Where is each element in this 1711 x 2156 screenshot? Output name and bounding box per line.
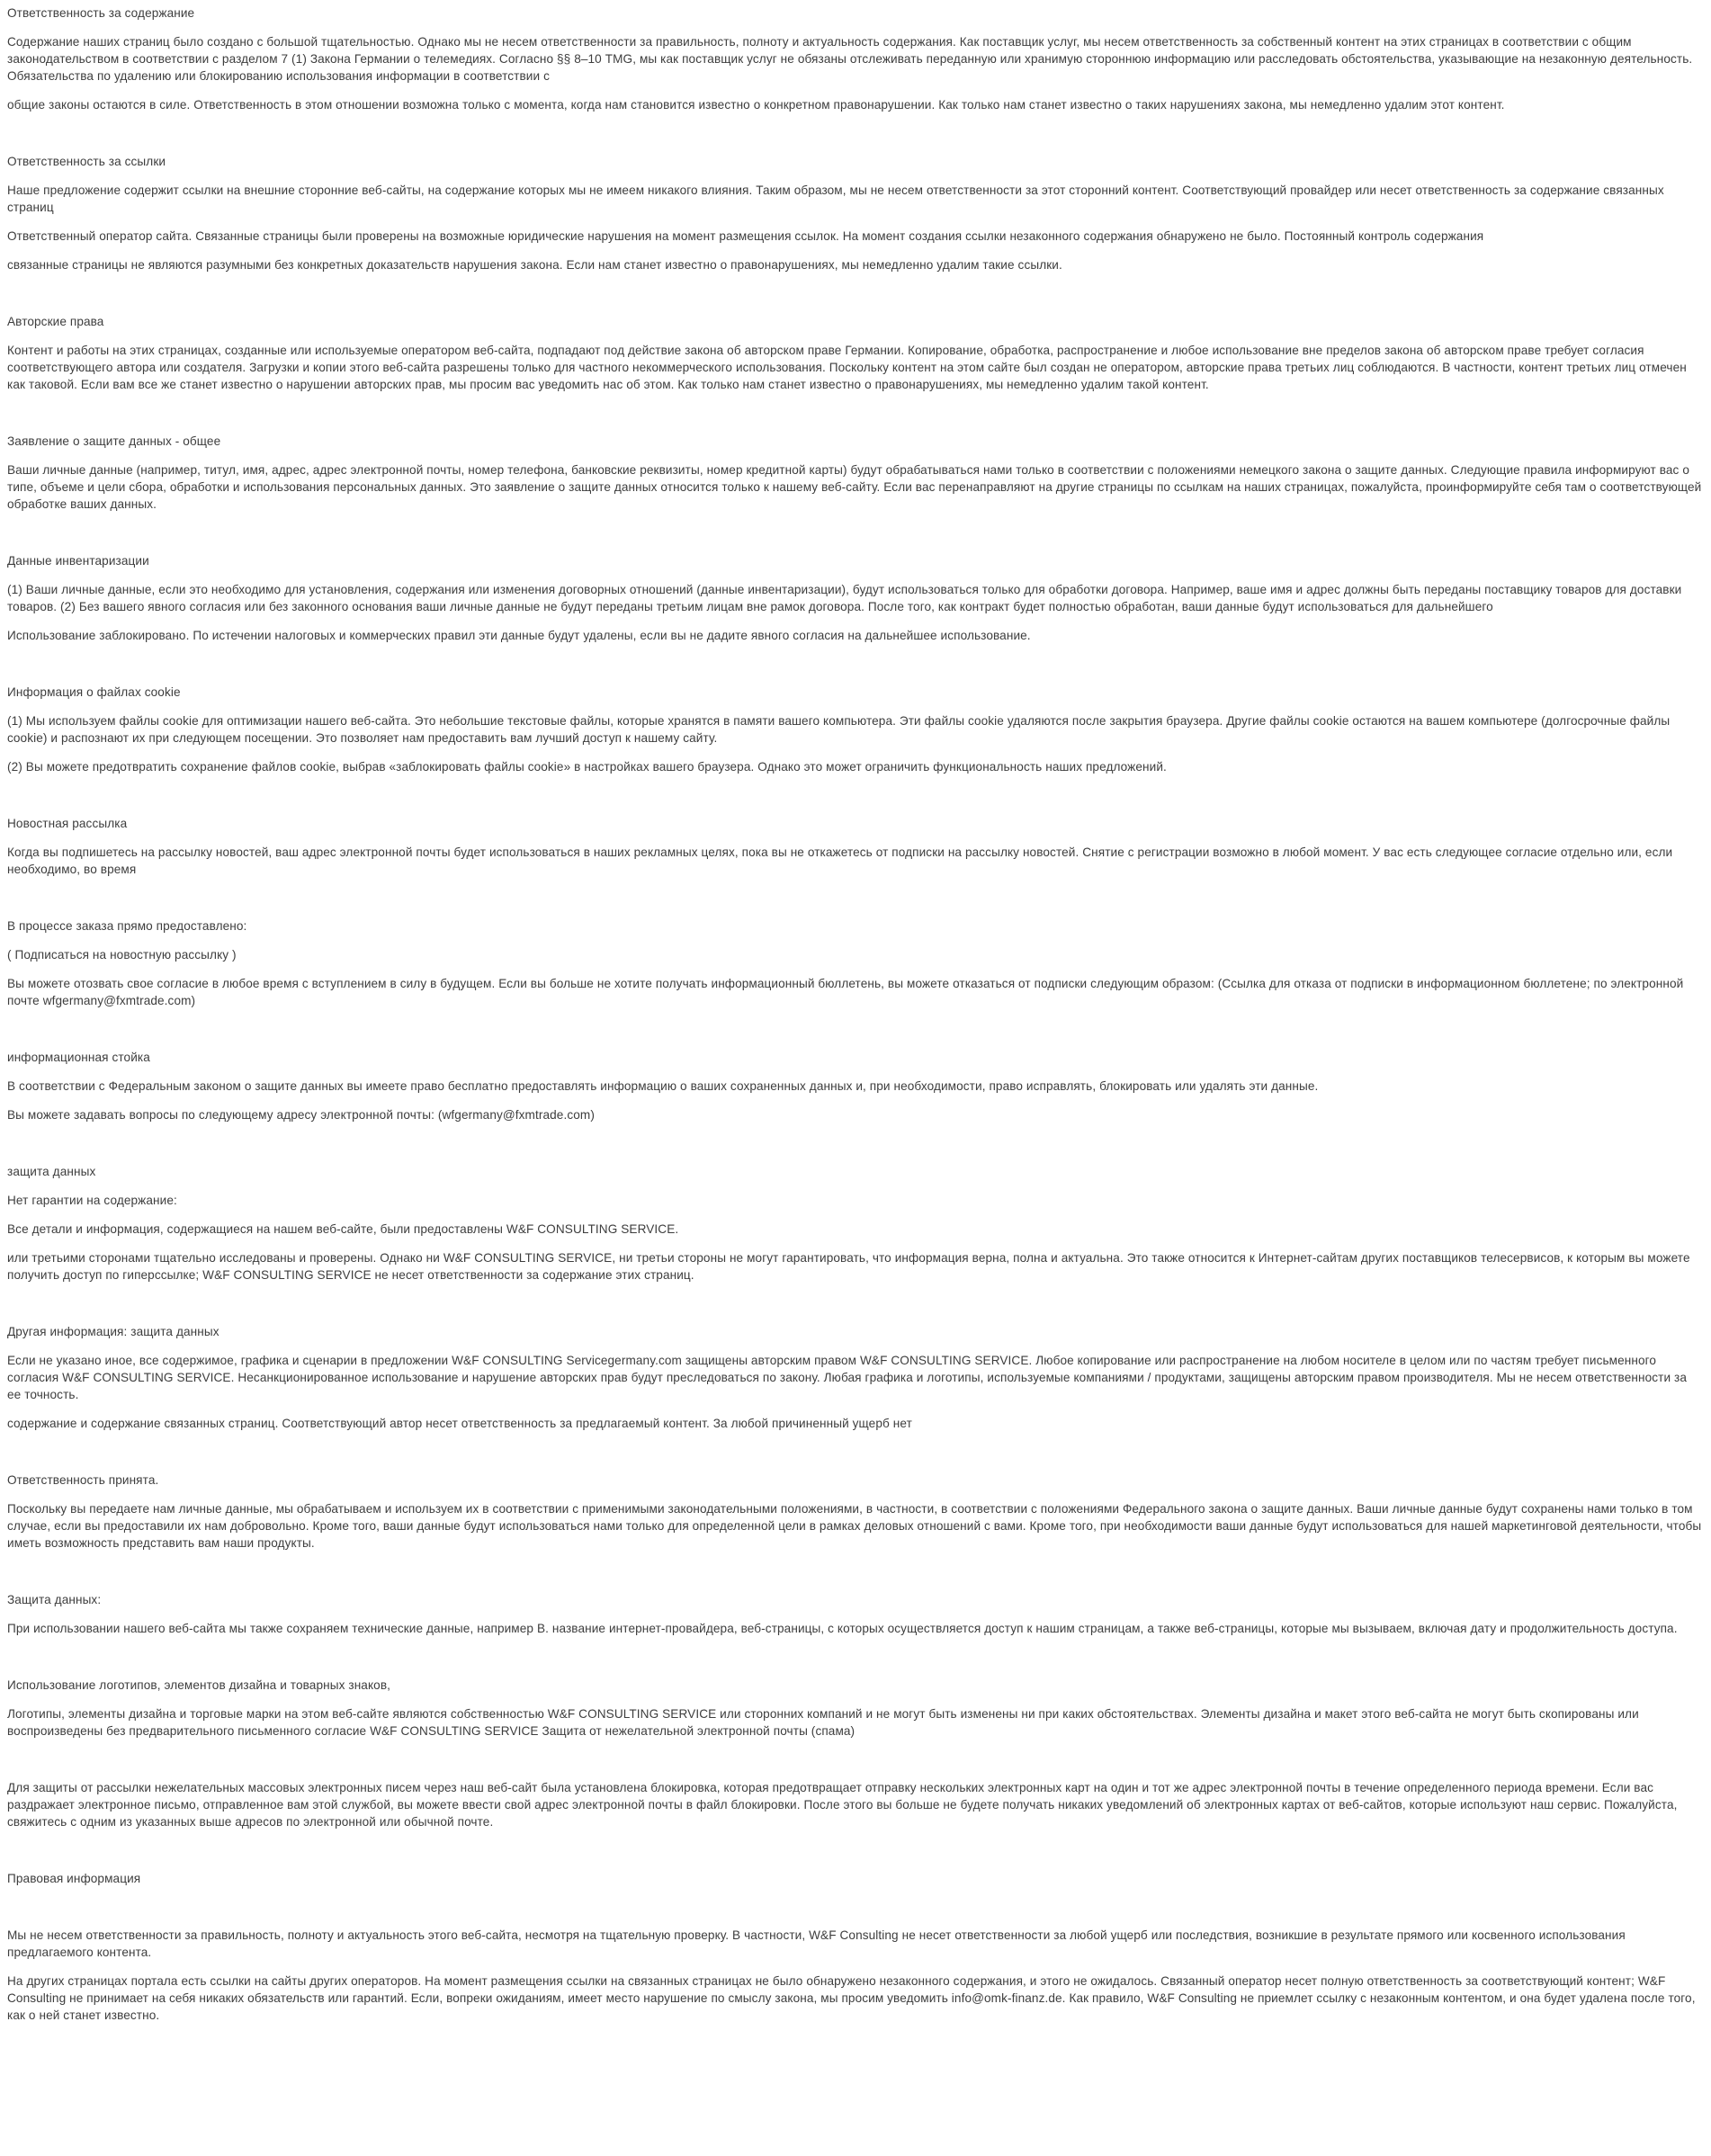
section-heading: Другая информация: защита данных bbox=[7, 1325, 219, 1338]
section-heading: Правовая информация bbox=[7, 1872, 141, 1885]
paragraph: Если не указано иное, все содержимое, графика и сценарии в предложении W&F CONSULTING Servicegermany.com защищены авторским правом W&F CONSULTING SERVICE. Любое копирование или распространение на любом носителе в целом или по частям требует письменного согласия W&F CONSULTING SERVICE. Несанкционированное использование и нарушение авторских прав будут преследоваться по закону. Любая графика и логотипы, используемые компаниями / продуктами, защищены авторским правом производителя. Мы не несем ответственности за ее точность. bbox=[7, 1354, 1690, 1401]
paragraph: общие законы остаются в силе. Ответственность в этом отношении возможна только с момента, когда нам становится известно о конкретном правонарушении. Как только нам станет известно о таких нарушениях закона, мы немедленно удалим этот контент. bbox=[7, 98, 1505, 112]
paragraph: Использование заблокировано. По истечении налоговых и коммерческих правил эти данные будут удалены, если вы не дадите явного согласия на дальнейшее использование. bbox=[7, 629, 1031, 642]
paragraph: содержание и содержание связанных страниц. Соответствующий автор несет ответственность за предлагаемый контент. За любой причиненный ущерб нет bbox=[7, 1417, 912, 1430]
paragraph: В процессе заказа прямо предоставлено: bbox=[7, 919, 247, 933]
paragraph: Мы не несем ответственности за правильность, полноту и актуальность этого веб-сайта, несмотря на тщательную проверку. В частности, W&F Consulting не несет ответственности за любой ущерб или последствия, возникшие в результате прямого или косвенного использования предлагаемого контента. bbox=[7, 1928, 1629, 1959]
paragraph: На других страницах портала есть ссылки на сайты других операторов. На момент размещения ссылки на связанных страницах не было обнаружено незаконного содержания, и этого не ожидалось. Связанный оператор несет полную ответственность за соответствующий контент; W&F Consulting не принимает на себя никаких обязательств или гарантий. Если, вопреки ожиданиям, имеет место нарушение по смыслу закона, мы просим уведомить info@omk-finanz.de. Как правило, W&F Consulting не приемлет ссылку с незаконным контентом, и она будет удалена после того, как о ней станет известно. bbox=[7, 1974, 1699, 2022]
paragraph: Ваши личные данные (например, титул, имя, адрес, адрес электронной почты, номер телефона, банковские реквизиты, номер кредитной карты) будут обрабатываться нами только в соответствии с положениями немецкого закона о защите данных. Следующие правила информируют вас о типе, объеме и цели сбора, обработки и использования персональных данных. Это заявление о защите данных относится только к нашему веб-сайту. Если вас перенаправляют на другие страницы по ссылкам на наших страницах, пожалуйста, проинформируйте себя там о соответствующей обработке ваших данных. bbox=[7, 463, 1706, 511]
paragraph: Наше предложение содержит ссылки на внешние сторонние веб-сайты, на содержание которых мы не имеем никакого влияния. Таким образом, мы не несем ответственности за этот сторонний контент. Соответствующий провайдер или несет ответственность за содержание связанных страниц bbox=[7, 183, 1668, 214]
paragraph: или третьими сторонами тщательно исследованы и проверены. Однако ни W&F CONSULTING SERVICE, ни третьи стороны не могут гарантировать, что информация верна, полна и актуальна. Это также относится к Интернет-сайтам других поставщиков телесервисов, к которым вы можете получить доступ по гиперссылке; W&F CONSULTING SERVICE не несет ответственности за содержание этих страниц. bbox=[7, 1251, 1694, 1282]
section-heading: Ответственность за ссылки bbox=[7, 155, 166, 168]
paragraph: Вы можете задавать вопросы по следующему адресу электронной почты: (wfgermany@fxmtrade.com) bbox=[7, 1108, 595, 1122]
section-heading: Ответственность принята. bbox=[7, 1473, 159, 1487]
paragraph: Ответственный оператор сайта. Связанные страницы были проверены на возможные юридические нарушения на момент размещения ссылок. На момент создания ссылки незаконного содержания обнаружено не было. Постоянный контроль содержания bbox=[7, 229, 1484, 243]
section-heading: Информация о файлах cookie bbox=[7, 685, 181, 699]
section-heading: Защита данных: bbox=[7, 1593, 102, 1606]
paragraph: (1) Ваши личные данные, если это необходимо для установления, содержания или изменения договорных отношений (данные инвентаризации), будут использоваться только для обработки договора. Например, ваше имя и адрес должны быть переданы поставщику товаров для доставки товаров. (2) Без вашего явного согласия или без законного основания ваши личные данные не будут переданы третьим лицам вне рамок договора. После того, как контракт будет полностью обработан, ваши данные будут использоваться для дальнейшего bbox=[7, 583, 1686, 613]
section-heading: Заявление о защите данных - общее bbox=[7, 434, 221, 448]
section-heading: Новостная рассылка bbox=[7, 817, 128, 830]
paragraph: При использовании нашего веб-сайта мы также сохраняем технические данные, например В. название интернет-провайдера, веб-страницы, с которых осуществляется доступ к нашим страницам, а также веб-страницы, которые мы вызываем, включая дату и продолжительность доступа. bbox=[7, 1622, 1678, 1635]
section-heading: Использование логотипов, элементов дизайна и товарных знаков, bbox=[7, 1678, 391, 1692]
paragraph: (1) Мы используем файлы cookie для оптимизации нашего веб-сайта. Это небольшие текстовые файлы, которые хранятся в памяти вашего компьютера. Эти файлы cookie удаляются после закрытия браузера. Другие файлы cookie остаются на вашем компьютере (долгосрочные файлы cookie) и распознают их при следующем посещении. Это позволяет нам предоставить вам лучший доступ к нашему сайту. bbox=[7, 714, 1674, 745]
paragraph: Нет гарантии на содержание: bbox=[7, 1194, 177, 1207]
paragraph: В соответствии с Федеральным законом о защите данных вы имеете право бесплатно предоставлять информацию о ваших сохраненных данных и, при необходимости, право исправлять, блокировать или удалять эти данные. bbox=[7, 1079, 1319, 1093]
paragraph: ( Подписаться на новостную рассылку ) bbox=[7, 948, 237, 962]
section-heading: Ответственность за содержание bbox=[7, 6, 195, 20]
paragraph: Для защиты от рассылки нежелательных массовых электронных писем через наш веб-сайт была установлена блокировка, которая предотвращает отправку нескольких электронных карт на один и тот же адрес электронной почты в течение определенного периода времени. Если вас раздражает электронное письмо, отправленное вам этой службой, вы можете ввести свой адрес электронной почты в файл блокировки. После этого вы больше не будете получать никаких уведомлений об электронных картах от веб-сайтов, которые используют наш сервис. Пожалуйста, свяжитесь с одним из указанных выше адресов по электронной или обычной почте. bbox=[7, 1781, 1681, 1829]
section-heading: защита данных bbox=[7, 1165, 96, 1178]
paragraph: Все детали и информация, содержащиеся на нашем веб-сайте, были предоставлены W&F CONSULTING SERVICE. bbox=[7, 1222, 679, 1236]
paragraph: Вы можете отозвать свое согласие в любое время с вступлением в силу в будущем. Если вы больше не хотите получать информационный бюллетень, вы можете отказаться от подписки следующим образом: (Ссылка для отказа от подписки в информационном бюллетене; по электронной почте wfgermany@fxmtrade.com) bbox=[7, 977, 1688, 1007]
section-heading: Данные инвентаризации bbox=[7, 554, 149, 568]
paragraph: Логотипы, элементы дизайна и торговые марки на этом веб-сайте являются собственностью W&F CONSULTING SERVICE или сторонних компаний и не могут быть изменены ни при каких обстоятельствах. Элементы дизайна и макет этого веб-сайта не могут быть скопированы или воспроизведены без предварительного письменного согласие W&F CONSULTING SERVICE Защита от нежелательной электронной почты (спама) bbox=[7, 1707, 1643, 1738]
paragraph: Содержание наших страниц было создано с большой тщательностью. Однако мы не несем ответственности за правильность, полноту и актуальность содержания. Как поставщик услуг, мы несем ответственность за собственный контент на этих страницах в соответствии с общим законодательством в соответствии с разделом 7 (1) Закона Германии о телемедиях. Согласно §§ 8–10 TMG, мы как поставщик услуг не обязаны отслеживать переданную или хранимую стороннюю информацию или расследовать обстоятельства, указывающие на незаконную деятельность. Обязательства по удалению или блокированию использования информации в соответствии с bbox=[7, 35, 1697, 83]
section-heading: информационная стойка bbox=[7, 1051, 150, 1064]
paragraph: (2) Вы можете предотвратить сохранение файлов cookie, выбрав «заблокировать файлы cookie» в настройках вашего браузера. Однако это может ограничить функциональность наших предложений. bbox=[7, 760, 1167, 774]
paragraph: Контент и работы на этих страницах, созданные или используемые оператором веб-сайта, подпадают под действие закона об авторском праве Германии. Копирование, обработка, распространение и любое использование вне пределов закона об авторском праве требует согласия соответствующего автора или создателя. Загрузки и копии этого веб-сайта разрешены только для частного некоммерческого использования. Поскольку контент на этом сайте был создан не оператором, авторские права третьих лиц соблюдаются. В частности, контент третьих лиц отмечен как таковой. Если вам все же станет известно о нарушении авторских прав, мы просим вас уведомить нас об этом. Как только нам станет известно о правонарушениях, мы немедленно удалим такой контент. bbox=[7, 344, 1690, 391]
paragraph: связанные страницы не являются разумными без конкретных доказательств нарушения закона. Если нам станет известно о правонарушениях, мы немедленно удалим такие ссылки. bbox=[7, 258, 1062, 272]
section-heading: Авторские права bbox=[7, 315, 104, 328]
paragraph: Поскольку вы передаете нам личные данные, мы обрабатываем и используем их в соответствии с применимыми законодательными положениями, в частности, в соответствии с положениями Федерального закона о защите данных. Ваши личные данные будут сохранены нами только в том случае, если вы предоставили их нам добровольно. Кроме того, ваши данные будут использоваться нами только для определенной цели в рамках деловых отношений с вами. Кроме того, при необходимости ваши данные будут использоваться для нашей маркетинговой деятельности, чтобы иметь возможность представить вам наши продукты. bbox=[7, 1502, 1706, 1550]
paragraph: Когда вы подпишетесь на рассылку новостей, ваш адрес электронной почты будет использоваться в наших рекламных целях, пока вы не откажетесь от подписки на рассылку новостей. Снятие с регистрации возможно в любой момент. У вас есть следующее согласие отдельно или, если необходимо, во время bbox=[7, 845, 1677, 876]
